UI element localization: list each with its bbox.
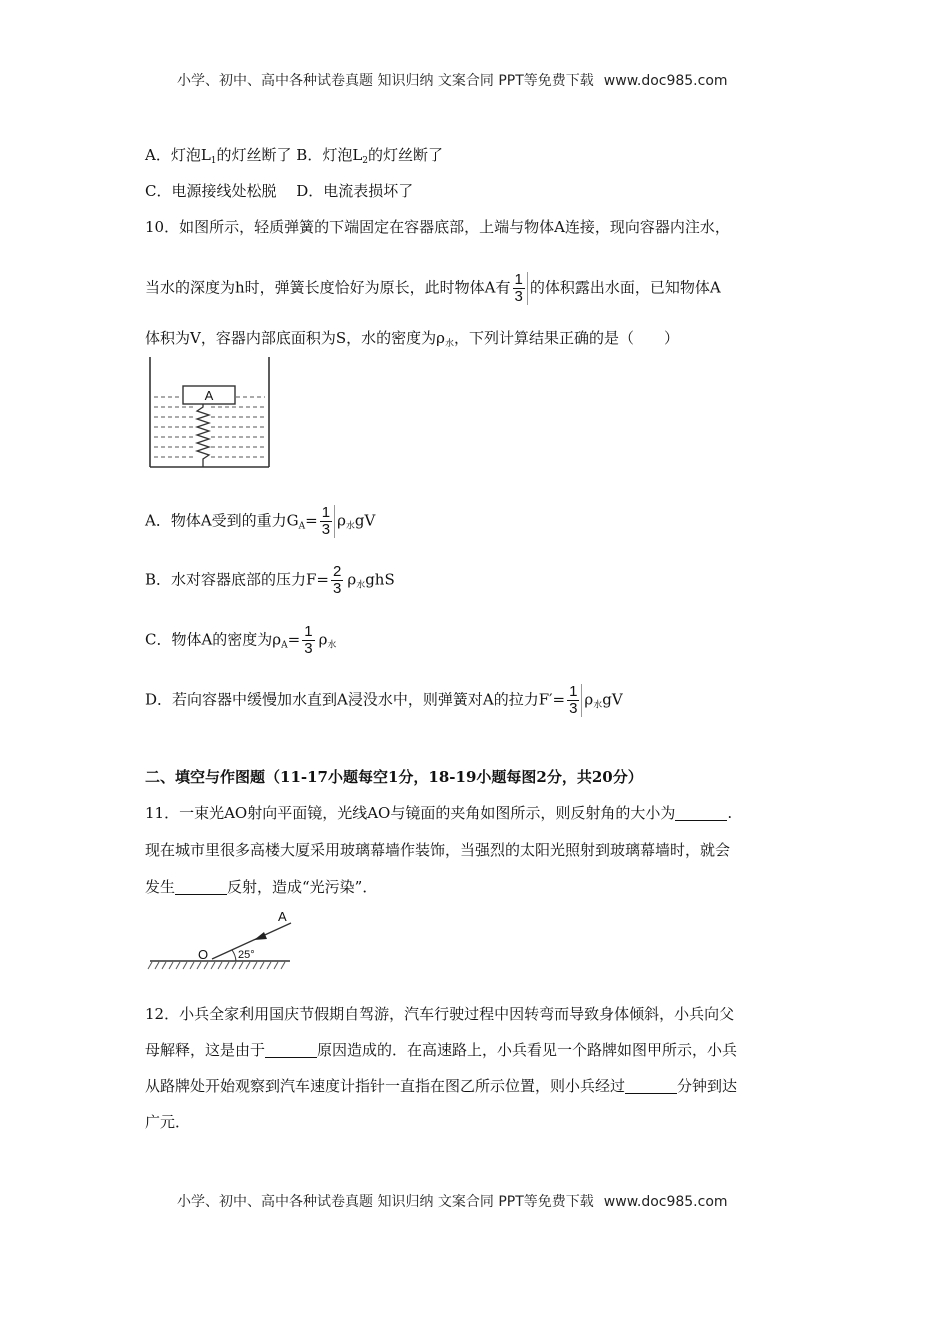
q10-container-figure (143, 355, 275, 475)
spring-icon (197, 404, 209, 467)
fraction-one-third: $\frac{1}{3}$ (320, 505, 335, 538)
q12-line-1: 12．小兵全家利用国庆节假期自驾游，汽车行驶过程中因转弯而导致身体倾斜，小兵向父 (145, 1005, 735, 1023)
q11-line-1: 11．一束光AO射向平面镜，光线AO与镜面的夹角如图所示，则反射角的大小为 . (145, 804, 733, 822)
q11-line-2: 现在城市里很多高楼大厦采用玻璃幕墙作装饰，当强烈的太阳光照射到玻璃幕墙时，就会 (145, 841, 731, 859)
block-a-label: A (204, 388, 214, 403)
q10-line-3: 体积为V，容器内部底面积为S，水的密度为$\rho_水$，下列计算结果正确的是（ ） (145, 329, 679, 349)
fraction-one-third: $\frac{1}{3}$ (567, 684, 582, 717)
q10-line-2: 当水的深度为h时，弹簧长度恰好为原长，此时物体A有 $\frac{1}{3}$ 的体积露出水面，已知物体A (145, 271, 721, 305)
q12-line-2: 母解释，这是由于 原因造成的．在高速路上，小兵看见一个路牌如图甲所示，小兵 (145, 1041, 738, 1059)
angle-arc (232, 950, 236, 961)
fraction-one-third: $\frac{1}{3}$ (513, 272, 528, 305)
q9-options-cd: C．电源接线处松脱 D．电流表损坏了 (145, 182, 414, 200)
q11-mirror-figure (144, 905, 294, 975)
footer-text: 小学、初中、高中各种试卷真题 知识归纳 文案合同 PPT等免费下载 (177, 1194, 594, 1210)
answer-blank[interactable] (265, 1043, 317, 1058)
q9-options-ab: A．灯泡$L_1$的灯丝断了 B．灯泡$L_2$的灯丝断了 (145, 146, 444, 166)
page-footer (177, 1191, 728, 1211)
answer-blank[interactable] (175, 880, 227, 895)
label-o: O (198, 947, 209, 962)
q10-option-c: C．物体A的密度为$\rho_A=$ $\frac{1}{3}$ $\rho_水$ (145, 623, 337, 657)
header-site-link[interactable]: www.doc985.com (603, 73, 728, 89)
section-2-title: 二、填空与作图题（11-17小题每空1分，18-19小题每图2分，共20分） (145, 768, 643, 786)
q11-line-3: 发生 反射，造成“光污染”． (145, 878, 378, 896)
q10-option-b: B．水对容器底部的压力F= $\frac{2}{3}$ $\rho_水ghS$ (145, 563, 395, 597)
label-a: A (278, 909, 287, 924)
angle-label: 25° (238, 949, 255, 961)
answer-blank[interactable] (625, 1079, 677, 1094)
page-header (177, 70, 728, 90)
q12-line-3: 从路牌处开始观察到汽车速度计指针一直指在图乙所示位置，则小兵经过 分钟到达 (145, 1077, 738, 1095)
arrow-icon (254, 932, 267, 940)
fraction-two-thirds: $\frac{2}{3}$ (333, 563, 342, 597)
mirror-hatching (148, 962, 285, 969)
q12-line-4: 广元． (145, 1113, 191, 1131)
fraction-one-third: $\frac{1}{3}$ (304, 623, 313, 657)
q10-option-d: D．若向容器中缓慢加水直到A浸没水中，则弹簧对A的拉力F′= $\frac{1}{3}$ $\rho_水gV$ (145, 683, 623, 717)
footer-site-link[interactable]: www.doc985.com (603, 1194, 728, 1210)
answer-blank[interactable] (675, 806, 727, 821)
q10-option-a: A．物体A受到的重力$G_A=$ $\frac{1}{3}$ $\rho_水gV$ (145, 504, 376, 538)
q10-line-1: 10．如图所示，轻质弹簧的下端固定在容器底部，上端与物体A连接，现向容器内注水， (145, 218, 730, 236)
header-text: 小学、初中、高中各种试卷真题 知识归纳 文案合同 PPT等免费下载 (177, 73, 594, 89)
